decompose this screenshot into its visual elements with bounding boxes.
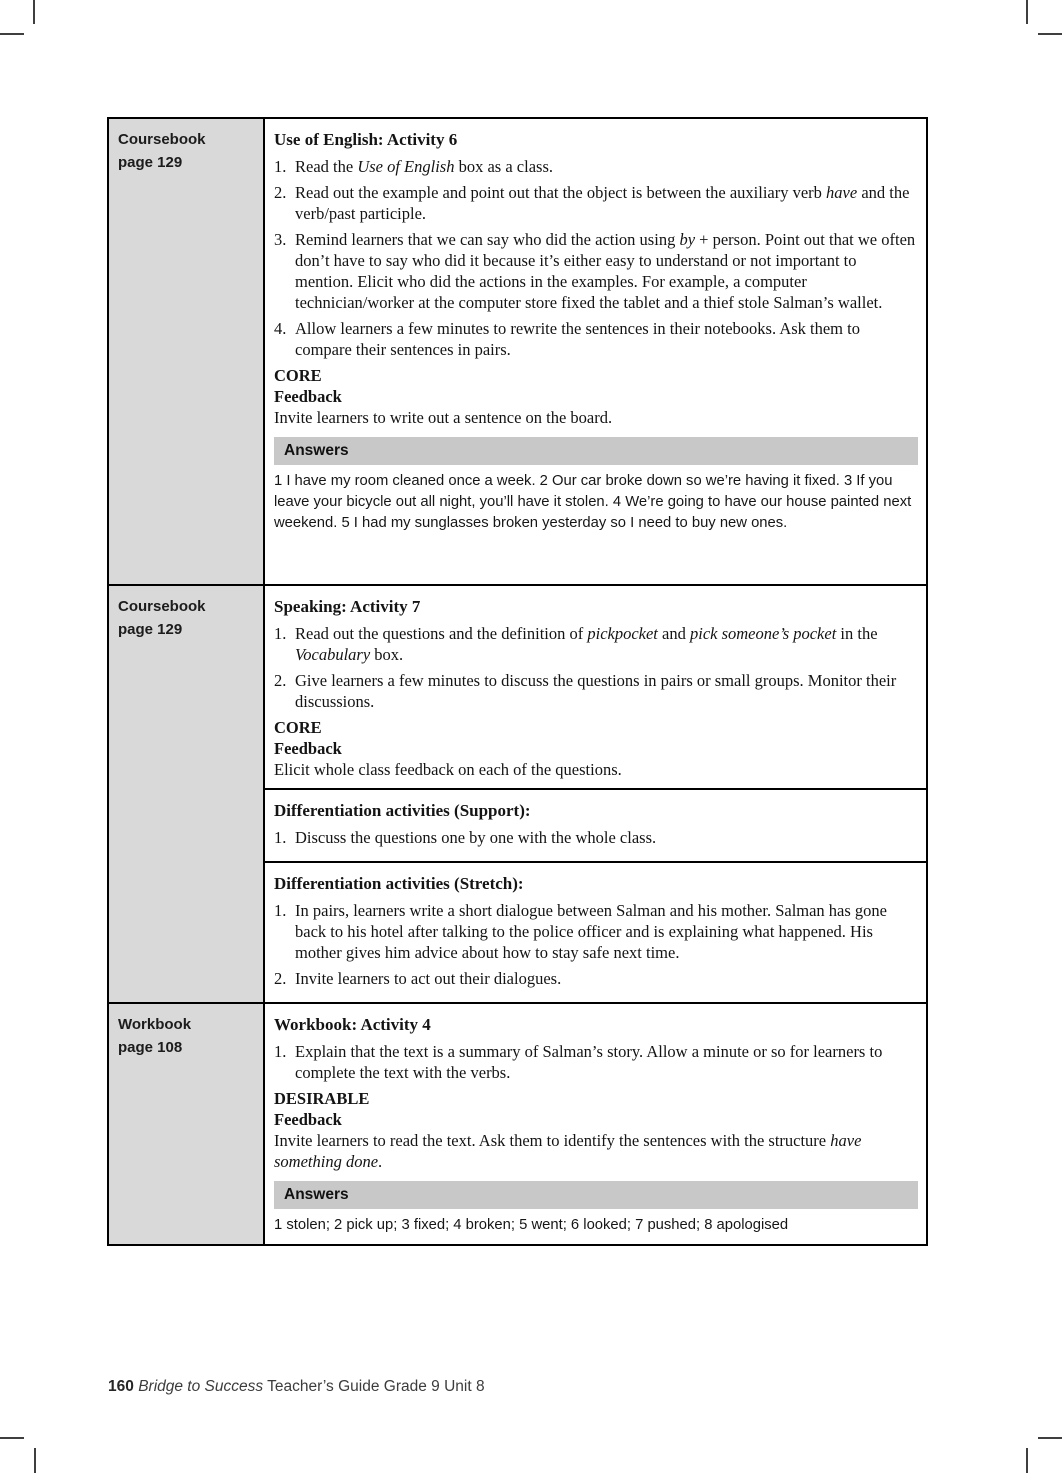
feedback-heading: Feedback	[274, 739, 342, 758]
activity-heading: Use of English: Activity 6	[274, 130, 458, 149]
source-page: page 108	[118, 1039, 183, 1056]
source-label-cell	[109, 119, 265, 584]
feedback-heading: Feedback	[274, 1110, 342, 1129]
crop-mark-bottom-right-horizontal	[1038, 1437, 1062, 1439]
guide-title: Teacher’s Guide Grade 9 Unit 8	[267, 1378, 485, 1395]
numbered-item	[274, 318, 918, 360]
differentiation-stretch-heading: Differentiation activities (Stretch):	[274, 874, 524, 893]
answers-text: 1 I have my room cleaned once a week. 2 Our car broke down so we’re having it fixed. 3 If you leave your bicycle out all night, you’ll have it stolen. 4 We’re going to have our house painted next weekend. 5 I had my sunglasses broken yesterday so I need to buy new ones.	[274, 473, 912, 531]
item-text: In pairs, learners write a short dialogue between Salman and his mother. Salman has gone back to his hotel after talking to the police officer and is explaining what happened. His mother gives him advice about how to stay safe next time.	[295, 901, 888, 962]
source-page: page 129	[118, 621, 183, 638]
answers-box	[274, 437, 918, 534]
source-book: Workbook	[118, 1016, 192, 1033]
item-text: Read out the questions and the definition of pickpocket and pick someone’s pocket in the Vocabulary box.	[295, 624, 878, 664]
item-number: 3.	[274, 230, 287, 249]
crop-mark-top-right-vertical	[1026, 0, 1028, 24]
item-number: 1.	[274, 1042, 287, 1061]
main-activity-section	[265, 586, 926, 788]
lesson-content-cell	[265, 119, 926, 584]
crop-mark-bottom-right-vertical	[1026, 1448, 1028, 1473]
numbered-item	[274, 968, 918, 989]
activity-heading: Speaking: Activity 7	[274, 597, 421, 616]
item-text: Invite learners to act out their dialogues.	[295, 969, 562, 988]
differentiation-stretch-section	[265, 861, 926, 1002]
desirable-tag: DESIRABLE	[274, 1089, 370, 1108]
item-text: Remind learners that we can say who did the action using by + person. Point out that we often don’t have to say who did it because it’s either easy to understand or not important to mention. Elicit who did the actions in the examples. For example, a computer technician/worker at the computer store fixed the tablet and a thief stole Salman’s wallet.	[295, 230, 916, 312]
numbered-item	[274, 1041, 918, 1083]
crop-mark-top-left-horizontal	[0, 33, 24, 35]
differentiation-support-heading: Differentiation activities (Support):	[274, 801, 531, 820]
feedback-heading: Feedback	[274, 387, 342, 406]
core-tag: CORE	[274, 366, 322, 385]
item-number: 1.	[274, 901, 287, 920]
lesson-content-cell	[265, 586, 926, 1002]
lesson-table	[107, 117, 928, 1246]
item-text: Give learners a few minutes to discuss the questions in pairs or small groups. Monitor their discussions.	[295, 671, 897, 711]
item-number: 1.	[274, 157, 287, 176]
feedback-text: Elicit whole class feedback on each of the questions.	[274, 760, 622, 779]
source-book: Coursebook	[118, 131, 206, 148]
table-row-use-of-english	[109, 119, 926, 584]
activity-heading: Workbook: Activity 4	[274, 1015, 431, 1034]
feedback-text: Invite learners to read the text. Ask them to identify the sentences with the structure have something done.	[274, 1131, 862, 1171]
numbered-item	[274, 229, 918, 313]
crop-mark-top-left-vertical	[33, 0, 35, 24]
source-page: page 129	[118, 154, 183, 171]
crop-mark-bottom-left-horizontal	[0, 1437, 24, 1439]
item-number: 2.	[274, 183, 287, 202]
differentiation-support-section	[265, 788, 926, 861]
item-text: Discuss the questions one by one with the whole class.	[295, 828, 657, 847]
table-row-speaking	[109, 584, 926, 1002]
source-label-cell	[109, 1004, 265, 1244]
book-title: Bridge to Success	[138, 1378, 264, 1395]
feedback-text: Invite learners to write out a sentence on the board.	[274, 408, 613, 427]
source-label-cell	[109, 586, 265, 1002]
crop-mark-bottom-left-vertical	[34, 1448, 36, 1473]
page-number: 160	[108, 1378, 134, 1395]
numbered-item	[274, 182, 918, 224]
item-number: 1.	[274, 624, 287, 643]
numbered-item	[274, 900, 918, 963]
answers-header: Answers	[274, 1181, 918, 1209]
item-text: Read the Use of English box as a class.	[295, 157, 554, 176]
crop-mark-top-right-horizontal	[1038, 33, 1062, 35]
numbered-item	[274, 670, 918, 712]
answers-text: 1 stolen; 2 pick up; 3 fixed; 4 broken; 5 went; 6 looked; 7 pushed; 8 apologised	[274, 1217, 789, 1233]
item-number: 1.	[274, 828, 287, 847]
item-number: 2.	[274, 969, 287, 988]
item-number: 4.	[274, 319, 287, 338]
table-row-workbook	[109, 1002, 926, 1244]
source-book: Coursebook	[118, 598, 206, 615]
numbered-item	[274, 827, 918, 848]
item-text: Allow learners a few minutes to rewrite the sentences in their notebooks. Ask them to compare their sentences in pairs.	[295, 319, 860, 359]
answers-header: Answers	[274, 437, 918, 465]
numbered-item	[274, 623, 918, 665]
answers-box	[274, 1181, 918, 1236]
item-text: Read out the example and point out that the object is between the auxiliary verb have and the verb/past participle.	[295, 183, 910, 223]
numbered-item	[274, 156, 918, 177]
core-tag: CORE	[274, 718, 322, 737]
item-number: 2.	[274, 671, 287, 690]
lesson-content-cell	[265, 1004, 926, 1244]
item-text: Explain that the text is a summary of Salman’s story. Allow a minute or so for learners to complete the text with the verbs.	[295, 1042, 883, 1082]
page-footer	[108, 1377, 485, 1397]
